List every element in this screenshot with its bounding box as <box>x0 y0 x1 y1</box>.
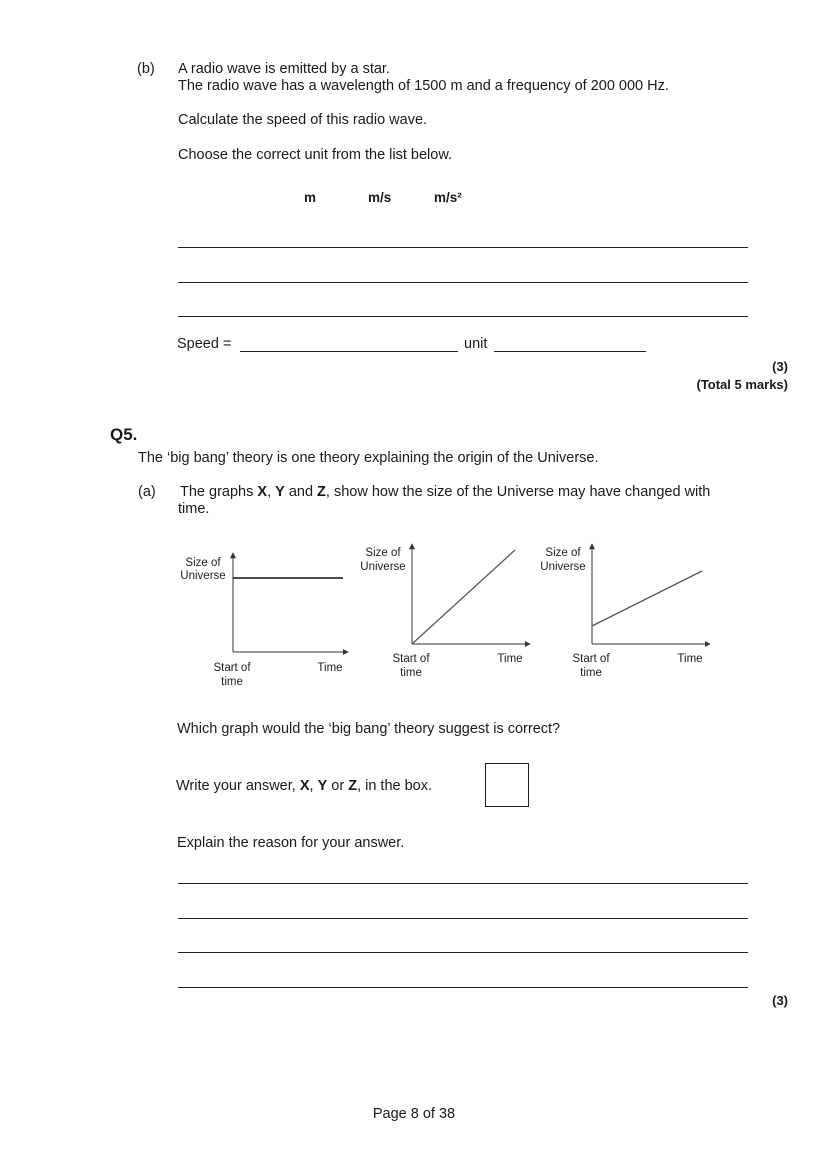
explain-line-1[interactable] <box>178 883 748 884</box>
unit-label: unit <box>464 336 488 352</box>
unit-option-m: m <box>304 190 317 205</box>
graph-z-ylabel-2: Universe <box>540 561 586 573</box>
question-number: Q5. <box>110 425 138 444</box>
total-marks: (Total 5 marks) <box>696 377 788 392</box>
part-b-line2: The radio wave has a wavelength of 1500 m and a frequency of 200 000 Hz. <box>178 78 669 94</box>
q5-marks: (3) <box>772 993 788 1008</box>
graph-x-start-label-1: Start of <box>213 662 251 674</box>
graph-x-ylabel-2: Universe <box>180 570 226 582</box>
q5-intro: The ‘big bang’ theory is one theory explaining the origin of the Universe. <box>138 450 599 466</box>
graph-x-ylabel-1: Size of <box>185 557 221 569</box>
graph-y <box>360 544 530 679</box>
part-b-unit-instruction: Choose the correct unit from the list below. <box>178 147 453 163</box>
part-a-text: The graphs X, Y and Z, show how the size of the Universe may have changed with <box>180 484 711 500</box>
part-b-line1: A radio wave is emitted by a star. <box>178 61 390 77</box>
unit-option-ms: m/s <box>368 190 392 205</box>
part-a-text-line2: time. <box>178 501 210 517</box>
part-b-instruction: Calculate the speed of this radio wave. <box>178 112 428 128</box>
graph-z-data-line <box>592 571 702 626</box>
explain-line-3[interactable] <box>178 952 748 953</box>
page-number: Page 8 of 38 <box>372 1106 456 1122</box>
part-b-label: (b) <box>137 61 155 77</box>
answer-instruction: Write your answer, X, Y or Z, in the box. <box>176 778 433 794</box>
graph-z-time-label: Time <box>677 653 703 665</box>
graph-y-ylabel-2: Universe <box>360 561 406 573</box>
speed-label: Speed = <box>177 336 232 352</box>
answer-box[interactable] <box>485 763 529 807</box>
graph-z-start-label-2: time <box>580 667 602 679</box>
q5-question: Which graph would the ‘big bang’ theory suggest is correct? <box>177 721 561 737</box>
explain-line-2[interactable] <box>178 918 748 919</box>
unit-option-ms2: m/s² <box>434 190 462 205</box>
graph-z-start-label-1: Start of <box>572 653 610 665</box>
graph-y-data-line <box>412 550 515 644</box>
graph-z <box>540 544 710 679</box>
graph-x-time-label: Time <box>317 662 343 674</box>
explain-instruction: Explain the reason for your answer. <box>177 835 405 851</box>
graph-y-time-label: Time <box>497 653 523 665</box>
explain-line-4[interactable] <box>178 987 748 988</box>
graph-y-start-label-2: time <box>400 667 422 679</box>
part-b-marks: (3) <box>772 359 788 374</box>
graph-x <box>180 553 348 688</box>
graph-z-ylabel-1: Size of <box>545 547 581 559</box>
part-a-label: (a) <box>138 484 156 500</box>
graph-x-start-label-2: time <box>221 676 243 688</box>
graph-y-start-label-1: Start of <box>392 653 430 665</box>
graph-y-ylabel-1: Size of <box>365 547 401 559</box>
